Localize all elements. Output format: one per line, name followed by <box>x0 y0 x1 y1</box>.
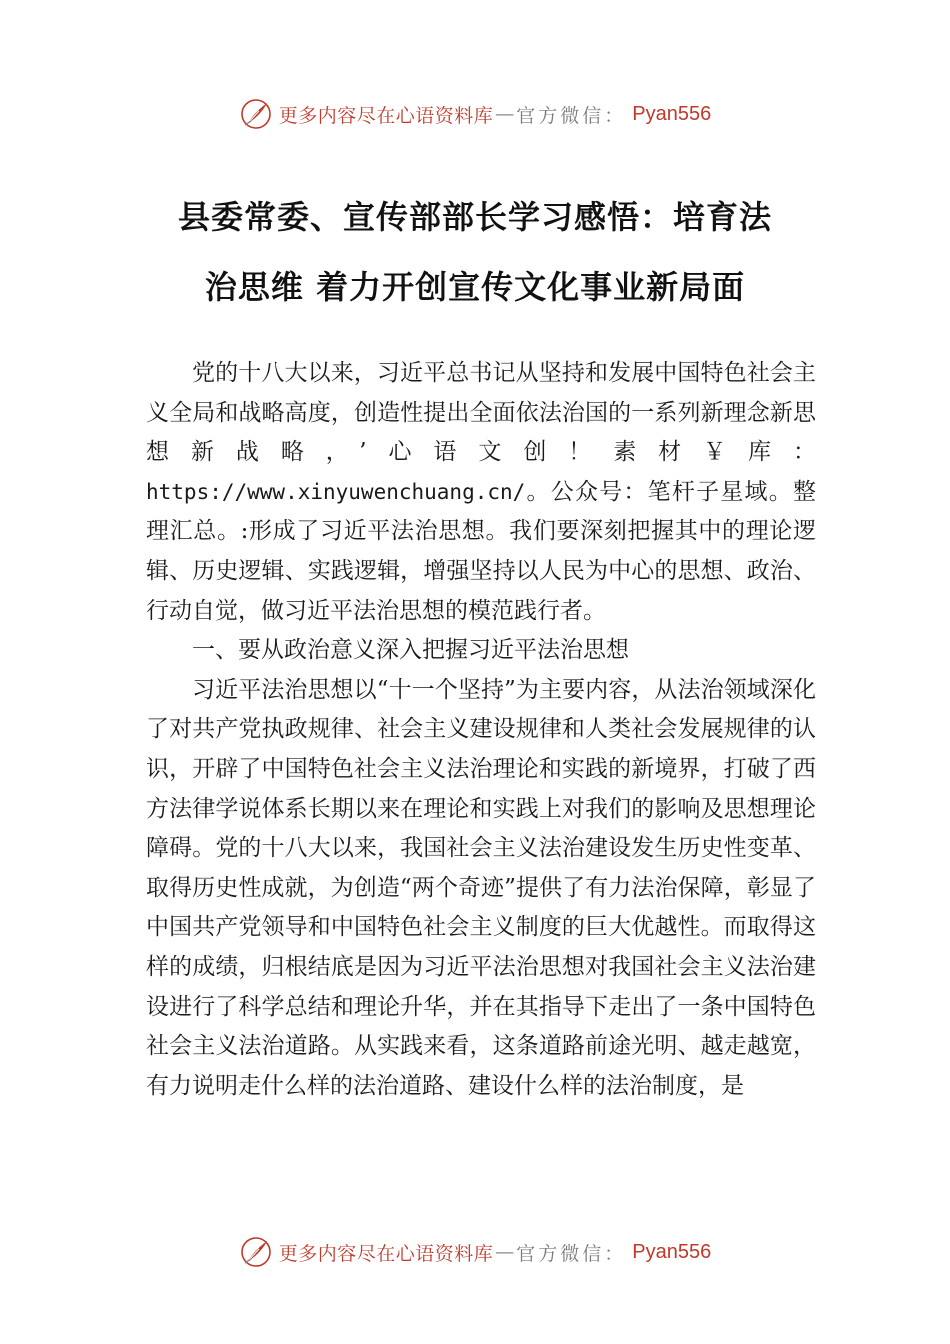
source-url: https://www.xinyuwenchuang.cn/ <box>146 479 526 504</box>
feather-pen-logo-icon <box>239 97 273 131</box>
document-body <box>146 354 816 1106</box>
banner-wechat-label: 官方微信： <box>516 104 627 127</box>
banner-dash: — <box>495 103 515 125</box>
footer-banner <box>0 1232 950 1272</box>
footer-wechat-id: Pyan556 <box>632 1240 712 1263</box>
footer-main-text: 更多内容尽在心语资料库 <box>278 1242 494 1265</box>
paragraph-2: 习近平法治思想以“十一个坚持”为主要内容，从法治领域深化了对共产党执政规律、社会主义建设规律和人类社会发展规律的认识，开辟了中国特色社会主义法治理论和实践的新境界，打破了西方法律学说体系长期以来在理论和实践上对我们的影响及思想理论障碍。党的十八大以来，我国社会主义法治建设发生历史性变革、取得历史性成就，为创造“两个奇迹”提供了有力法治保障，彰显了中国共产党领导和中国特色社会主义制度的巨大优越性。而取得这样的成绩，归根结底是因为习近平法治思想对我国社会主义法治建设进行了科学总结和理论升华，并在其指导下走出了一条中国特色社会主义法治道路。从实践来看，这条道路前途光明、越走越宽，有力说明走什么样的法治道路、建设什么样的法治制度，是 <box>146 676 816 1099</box>
footer-wechat-label: 官方微信： <box>516 1242 627 1265</box>
paragraph-1 <box>146 354 816 631</box>
footer-dash: — <box>495 1241 515 1263</box>
header-banner <box>0 94 950 134</box>
title-line-1: 县委常委、宣传部部长学习感悟：培育法 <box>177 198 772 236</box>
paragraph-1-text-b: 。公众号：笔杆子星域。整理汇总。:形成了习近平法治思想。我们要深刻把握其中的理论逻辑、历史逻辑、实践逻辑，增强坚持以人民为中心的思想、政治、行动自觉，做习近平法治思想的模范践行者。 <box>146 478 816 624</box>
banner-main-text: 更多内容尽在心语资料库 <box>278 104 494 127</box>
document-title <box>140 182 810 322</box>
banner-wechat-id: Pyan556 <box>632 102 712 125</box>
feather-pen-logo-icon <box>239 1235 273 1269</box>
title-line-2: 治思维 着力开创宣传文化事业新局面 <box>204 268 746 306</box>
paragraph-1-text-a: 党的十八大以来，习近平总书记从坚持和发展中国特色社会主义全局和战略高度，创造性提出全面依法治国的一系列新理念新思想新战略，’心语文创！素材￥库： <box>146 360 816 466</box>
section-heading-1: 一、要从政治意义深入把握习近平法治思想 <box>192 637 629 664</box>
